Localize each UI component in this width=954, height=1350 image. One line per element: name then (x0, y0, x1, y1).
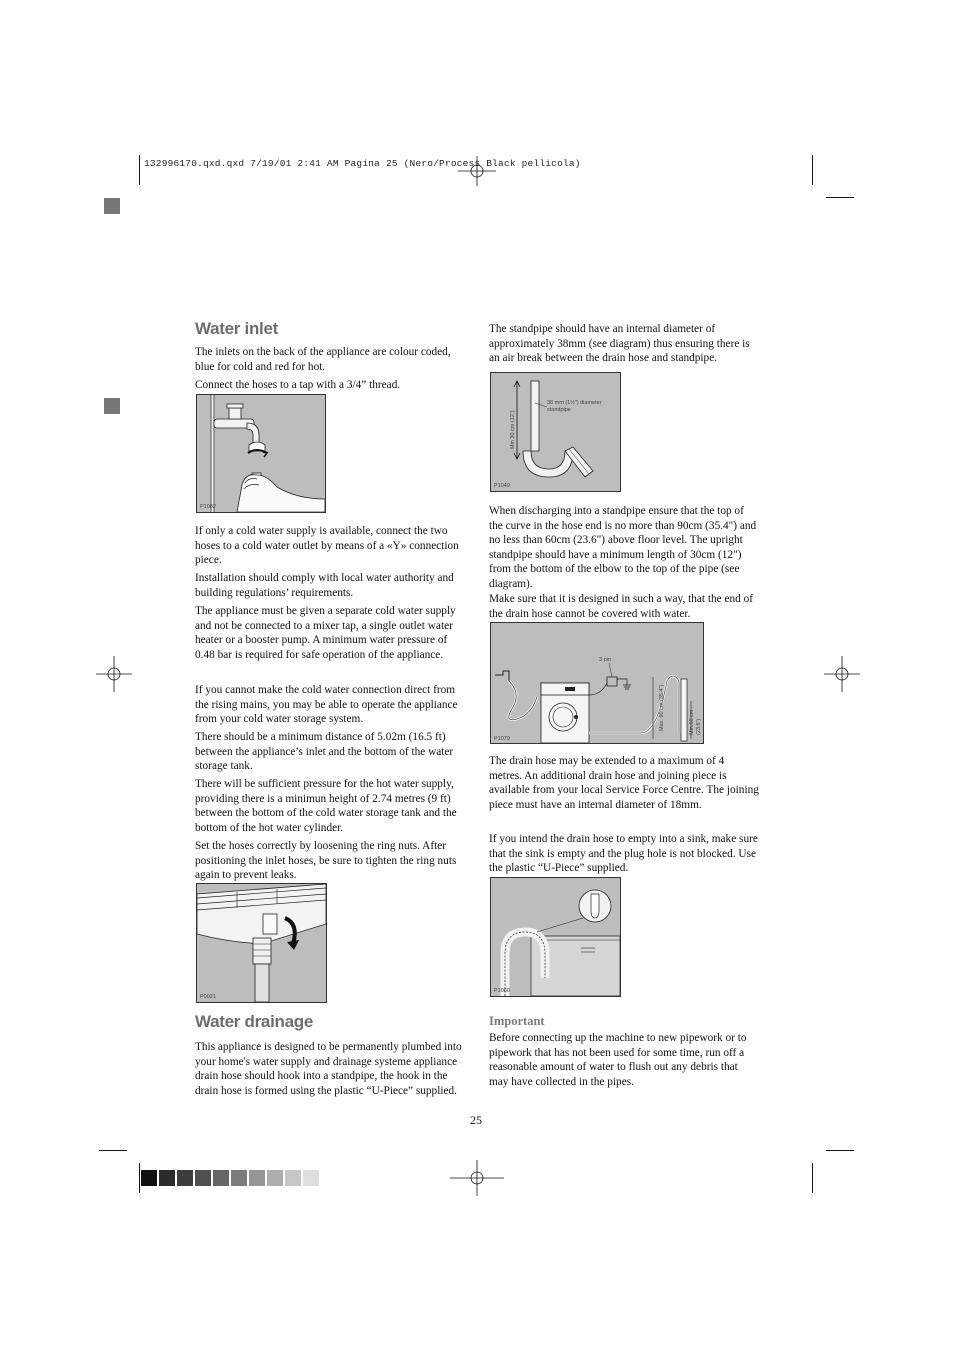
file-slug: 132996170.qxd.qxd 7/19/01 2:41 AM Pagina 25 (Nero/Process Black pellicola) (144, 158, 581, 169)
min-height-label-1: Min.60 cm (689, 709, 695, 735)
gray-square-marker (104, 198, 120, 214)
water-drainage-p1: This appliance is designed to be permanently plumbed into your home's water supply and drainage systeme appliance drain hose should hook into a standpipe, the hook in the drain hose is formed using the plastic “U-Piece” supplied. (195, 1041, 462, 1097)
gray-square-marker (104, 398, 120, 414)
crop-mark (826, 1150, 854, 1151)
figure-code: P1080 (494, 988, 510, 994)
figure-code: P1082 (200, 504, 216, 510)
water-inlet-p6: If you cannot make the cold water connection direct from the rising mains, you may be able to operate the appliance from your cold water storage system. (195, 684, 458, 726)
diameter-label-2: standpipe (547, 407, 571, 413)
standpipe-p2: When discharging into a standpipe ensure that the top of the curve in the hose end is no more than 90cm (35.4") and no less than 60cm (23.6") above floor level. The upright standpipe should have a minimum length of 30cm (12") from the bottom of the elbow to the top of the pipe (see diagram). (489, 505, 757, 590)
swatch (195, 1170, 211, 1186)
sink-u-piece-figure (490, 877, 621, 997)
water-inlet-p7: There should be a minimum distance of 5.02m (16.5 ft) between the appliance’s inlet and the bottom of the water storage tank. (195, 731, 454, 773)
crop-mark (812, 1163, 813, 1193)
swatch (231, 1170, 247, 1186)
swatch (213, 1170, 229, 1186)
max-height-label: Max. 90 cm (35.4") (659, 684, 665, 731)
crop-mark (99, 1150, 127, 1151)
diameter-label-1: 38 mm (1½") diameter (547, 400, 602, 406)
drain-hose-p5: If you intend the drain hose to empty into a sink, make sure that the sink is empty and the plug hole is not blocked. Use the plastic “U-Piece” supplied. (489, 833, 758, 875)
water-inlet-heading: Water inlet (195, 319, 278, 338)
figure-code: P1079 (494, 736, 510, 742)
drain-hose-p4: The drain hose may be extended to a maximum of 4 metres. An additional drain hose and joining piece is available from your local Service Force Centre. The joining piece must have an internal diameter of 18mm. (489, 755, 759, 811)
drain-height-figure (490, 622, 704, 744)
figure-code: P0021 (200, 994, 216, 1000)
standpipe-length-label: Min 30 cm (12") (510, 410, 516, 449)
tap-connection-figure (196, 394, 326, 513)
water-inlet-p5: The appliance must be given a separate cold water supply and not be connected to a mixer tap, a single outlet water heater or a booster pump. A minimum water pressure of 0.48 bar is required for safe operation of the appliance. (195, 605, 456, 661)
registration-mark-bottom (450, 1160, 504, 1196)
swatch (285, 1170, 301, 1186)
crop-mark (139, 1163, 140, 1193)
standpipe-p1: The standpipe should have an internal diameter of approximately 38mm (see diagram) thus ensuring there is an air break between the drain hose and standpipe. (489, 323, 750, 365)
water-inlet-p4: Installation should comply with local water authority and building regulations’ requirements. (195, 572, 454, 599)
water-inlet-p2: Connect the hoses to a tap with a 3/4” thread. (195, 379, 401, 391)
plug-label: 3 pin (599, 657, 611, 663)
swatch (249, 1170, 265, 1186)
swatch (141, 1170, 157, 1186)
inlet-hose-figure (196, 883, 327, 1003)
crop-mark (812, 155, 813, 185)
water-inlet-p1: The inlets on the back of the appliance are colour coded, blue for cold and red for hot. (195, 346, 451, 373)
registration-mark-left (96, 656, 132, 692)
water-drainage-heading: Water drainage (195, 1012, 313, 1031)
swatch (177, 1170, 193, 1186)
water-inlet-p8: There will be sufficient pressure for the hot water supply, providing there is a minimun height of 2.74 metres (9 ft) between the bottom of the cold water storage tank and the bottom of the hot water cylinder. (195, 778, 457, 834)
swatch (267, 1170, 283, 1186)
page-number: 25 (470, 1113, 482, 1127)
important-text: Before connecting up the machine to new pipework or to pipework that has not been used for some time, run off a reasonable amount of water to flush out any debris that may have collected in the pipes. (489, 1032, 747, 1088)
grayscale-bar (141, 1170, 319, 1186)
crop-mark (139, 155, 140, 185)
crop-mark (826, 197, 854, 198)
figure-code: P1049 (494, 483, 510, 489)
min-height-label-2: (23.6") (696, 718, 702, 735)
registration-mark-right (824, 656, 860, 692)
swatch (303, 1170, 319, 1186)
standpipe-p3: Make sure that it is designed in such a way, that the end of the drain hose cannot be covered with water. (489, 593, 754, 620)
swatch (159, 1170, 175, 1186)
standpipe-figure (490, 372, 621, 492)
water-inlet-p3: If only a cold water supply is available, connect the two hoses to a cold water outlet by means of a «Y» connection piece. (195, 525, 459, 567)
water-inlet-p9: Set the hoses correctly by loosening the ring nuts. After positioning the inlet hoses, be sure to tighten the ring nuts again to prevent leaks. (195, 840, 457, 882)
important-heading: Important (489, 1014, 545, 1028)
